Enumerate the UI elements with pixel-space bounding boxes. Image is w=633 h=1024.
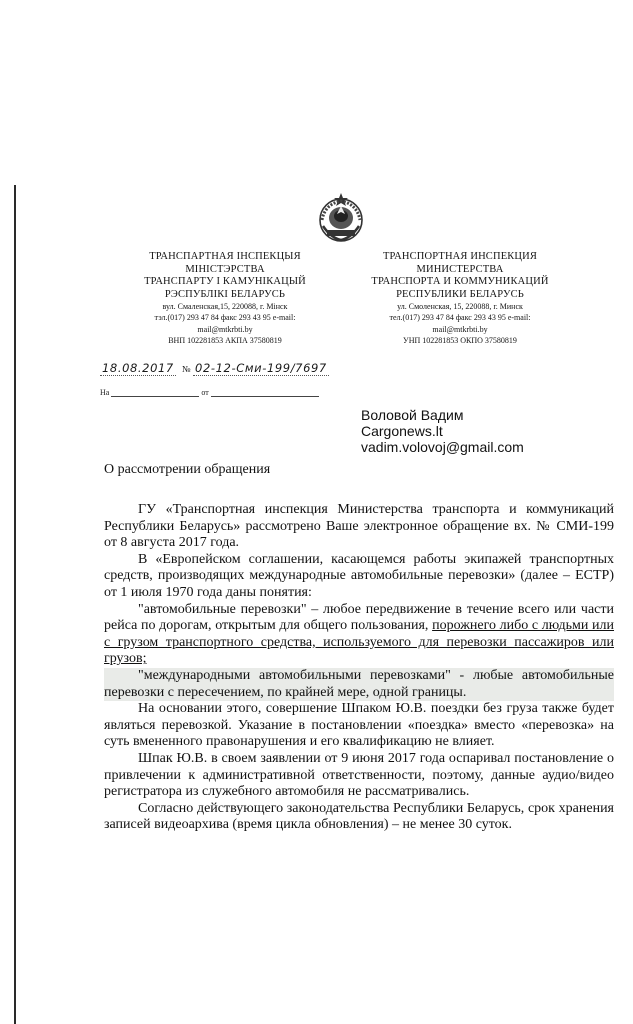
paragraph [104, 602, 614, 668]
org-line: РЭСПУБЛІКІ БЕЛАРУСЬ [164, 288, 286, 300]
org-line: ТРАНСПОРТА И КОММУНИКАЦИЙ [371, 276, 549, 287]
paragraph: "международными автомобильными перевозками" - любые автомобильные перевозки с пересечением, по крайней мере, одной границы. [104, 667, 614, 700]
org-address: ул. Смоленская, 15, 220088, г. Минск [397, 302, 523, 311]
registration-line [100, 361, 329, 376]
org-line: МИНИСТЕРСТВА [416, 263, 504, 275]
org-line: ТРАНСПОРТНАЯ ИНСПЕКЦИЯ [382, 251, 538, 262]
underlined-definition: порожнего либо с людьми или с грузом транспортного средства, используемого для перевозки пассажиров или грузов; [104, 618, 615, 667]
letter-subject: О рассмотрении обращения [104, 462, 271, 477]
org-ids: ВНП 102281853 АКПА 37580819 [168, 335, 282, 345]
recipient-name: Воловой Вадим [361, 407, 464, 423]
paragraph: В «Европейском соглашении, касающемся работы экипажей транспортных средств, производящих международные автомобильные перевозки» (далее – ЕСТР) от 1 июля 1970 года даны понятия: [104, 551, 614, 600]
recipient-block [361, 407, 524, 455]
header-belarusian [110, 251, 340, 346]
org-line: ТРАНСПАРТУ І КАМУНІКАЦЫЙ [144, 276, 306, 287]
reference-date-blank [211, 388, 319, 397]
paragraph: Шпак Ю.В. в своем заявлении от 9 июня 2017 года оспаривал постановление о привлечении к административной ответственности, поэтому, данные аудио/видео регистратора из служебного автомобиля не рассматривались. [104, 750, 614, 800]
paragraph: ГУ «Транспортная инспекция Министерства транспорта и коммуникаций Республики Беларусь» рассмотрено Ваше электронное обращение вх. № СМИ-199 от 8 августа 2017 года. [104, 502, 614, 551]
org-address: вул. Смаленская,15, 220088, г. Мінск [162, 302, 288, 311]
reference-from: от [201, 388, 209, 397]
belarus-emblem-icon [317, 190, 365, 244]
org-line: МІНІСТЭРСТВА [185, 263, 265, 275]
org-ids: УНП 102281853 ОКПО 37580819 [403, 335, 517, 345]
number-label: № [181, 364, 192, 374]
definition-text: "автомобильные перевозки" – любое передвижение в течение всего или части рейса по дорогам, открытым для общего пользования, [104, 601, 614, 634]
page-edge-line [14, 185, 16, 1024]
org-phone: тэл.(017) 293 47 84 факс 293 43 95 e-mail: [154, 313, 296, 323]
reference-prefix: На [100, 388, 110, 397]
reference-blank [111, 388, 199, 397]
paragraph: Согласно действующего законодательства Республики Беларусь, срок хранения записей видеоархива (время цикла обновления) – не менее 30 суток. [104, 800, 614, 833]
letter-body [104, 502, 614, 834]
header-russian [345, 251, 575, 346]
recipient-organization: Cargonews.lt [361, 423, 443, 439]
registration-date: 18.08.2017 [102, 361, 174, 375]
org-email: mail@mtkrbti.by [197, 324, 253, 334]
reference-line [100, 388, 319, 397]
org-line: РЕСПУБЛИКИ БЕЛАРУСЬ [396, 288, 524, 300]
org-email: mail@mtkrbti.by [432, 324, 488, 334]
paragraph: На основании этого, совершение Шпаком Ю.В. поездки без груза также будет являться перевозкой. Указание в постановлении «поездка» вместо «перевозка» на суть вмененного правонарушения и его квалификацию не влияет. [104, 701, 614, 750]
org-phone: тел.(017) 293 47 84 факс 293 43 95 e-mail: [389, 313, 531, 323]
org-line: ТРАНСПАРТНАЯ ІНСПЕКЦЫЯ [149, 251, 301, 262]
registration-number: 02-12-Сми-199/7697 [195, 361, 327, 375]
recipient-email: vadim.volovoj@gmail.com [361, 439, 524, 455]
